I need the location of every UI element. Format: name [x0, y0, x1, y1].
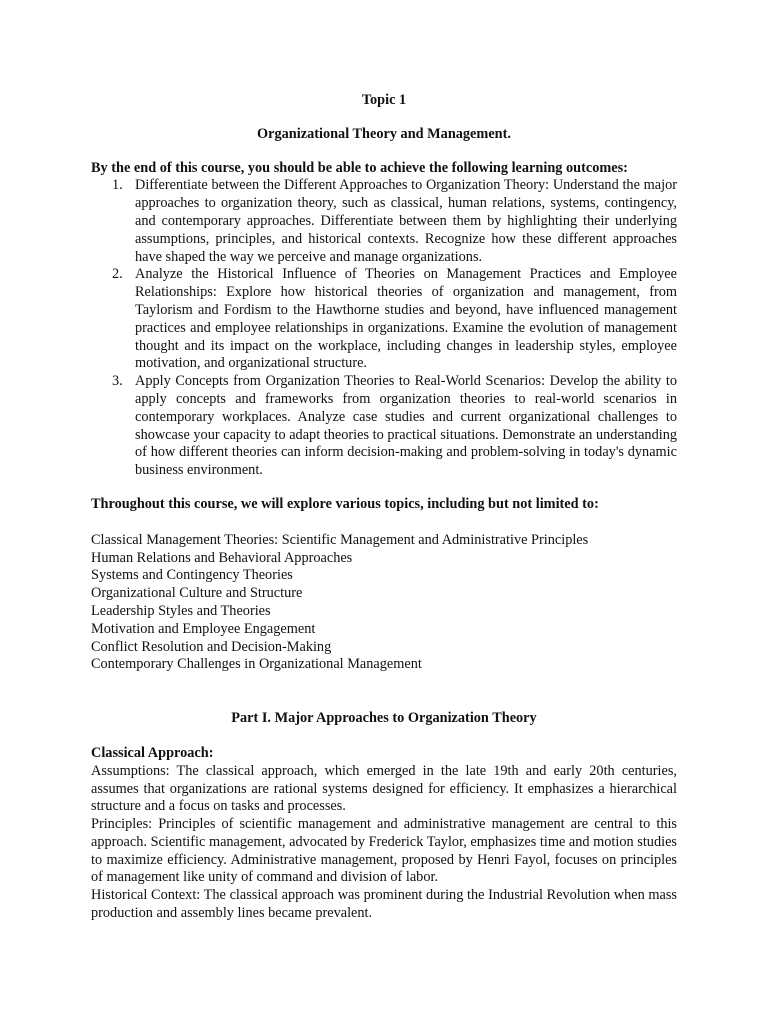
- outcome-text: Differentiate between the Different Approaches to Organization Theory: Understand the major approaches to organization theory, such as classical, human relations, systems, contingency, and contemporary approaches. Differentiate between them by highlighting their underlying assumptions, principles, and historical contexts. Recognize how these different approaches have shaped the way we perceive and manage organizations.: [135, 177, 677, 265]
- outcome-number: 1.: [112, 177, 123, 194]
- principles-paragraph: Principles: Principles of scientific management and administrative management are central to this approach. Scientific management, advocated by Frederick Taylor, emphasizes time and motion studies to maximize efficiency. Administrative management, proposed by Henri Fayol, focuses on principles of management like unity of command and division of labor.: [91, 816, 677, 886]
- topic-item: Leadership Styles and Theories: [91, 602, 271, 619]
- classical-approach-heading: Classical Approach:: [91, 744, 214, 761]
- historical-context-paragraph: Historical Context: The classical approach was prominent during the Industrial Revolution when mass production and assembly lines became prevalent.: [91, 887, 677, 922]
- outcome-item: [91, 373, 677, 480]
- topic-item: Classical Management Theories: Scientific Management and Administrative Principles: [91, 531, 589, 548]
- topic-item: Conflict Resolution and Decision-Making: [91, 638, 332, 655]
- assumptions-paragraph: Assumptions: The classical approach, which emerged in the late 19th and early 20th centuries, assumes that organizations are rational systems designed for efficiency. It emphasizes a hierarchical structure and a focus on tasks and processes.: [91, 762, 677, 815]
- outcome-item: [91, 177, 677, 266]
- topic-item: Motivation and Employee Engagement: [91, 620, 316, 637]
- document-title: Organizational Theory and Management.: [257, 125, 511, 142]
- part-heading: Part I. Major Approaches to Organization Theory: [231, 710, 537, 727]
- topic-item: Systems and Contingency Theories: [91, 567, 293, 584]
- outcome-number: 2.: [112, 266, 123, 283]
- outcome-text: Analyze the Historical Influence of Theories on Management Practices and Employee Relationships: Explore how historical theories of organization and management, from Taylorism and Fordism to the Hawthorne studies and beyond, have influenced management practices and employee relationships in organizations. Examine the evolution of management thought and its impact on the workplace, including changes in leadership styles, employee motivation, and organizational structure.: [135, 266, 677, 372]
- topic-item: Organizational Culture and Structure: [91, 585, 303, 602]
- outcome-item: [91, 266, 677, 373]
- topics-list: [91, 532, 677, 674]
- outcome-number: 3.: [112, 373, 123, 390]
- outcomes-intro: By the end of this course, you should be able to achieve the following learning outcomes:: [91, 159, 628, 176]
- topics-intro: Throughout this course, we will explore various topics, including but not limited to:: [91, 495, 599, 512]
- topic-number: Topic 1: [361, 92, 407, 108]
- document-page: [91, 92, 677, 923]
- learning-outcomes-list: [91, 177, 677, 480]
- topic-item: Contemporary Challenges in Organizational Management: [91, 656, 422, 673]
- topic-item: Human Relations and Behavioral Approaches: [91, 549, 353, 566]
- outcome-text: Apply Concepts from Organization Theories to Real-World Scenarios: Develop the ability to apply concepts and frameworks from organization theories to real-world scenarios in contemporary workplaces. Analyze case studies and current organizational challenges to showcase your capacity to adapt theories to practical situations. Demonstrate an understanding of how different theories can inform decision-making and problem-solving in today's dynamic business environment.: [135, 373, 677, 479]
